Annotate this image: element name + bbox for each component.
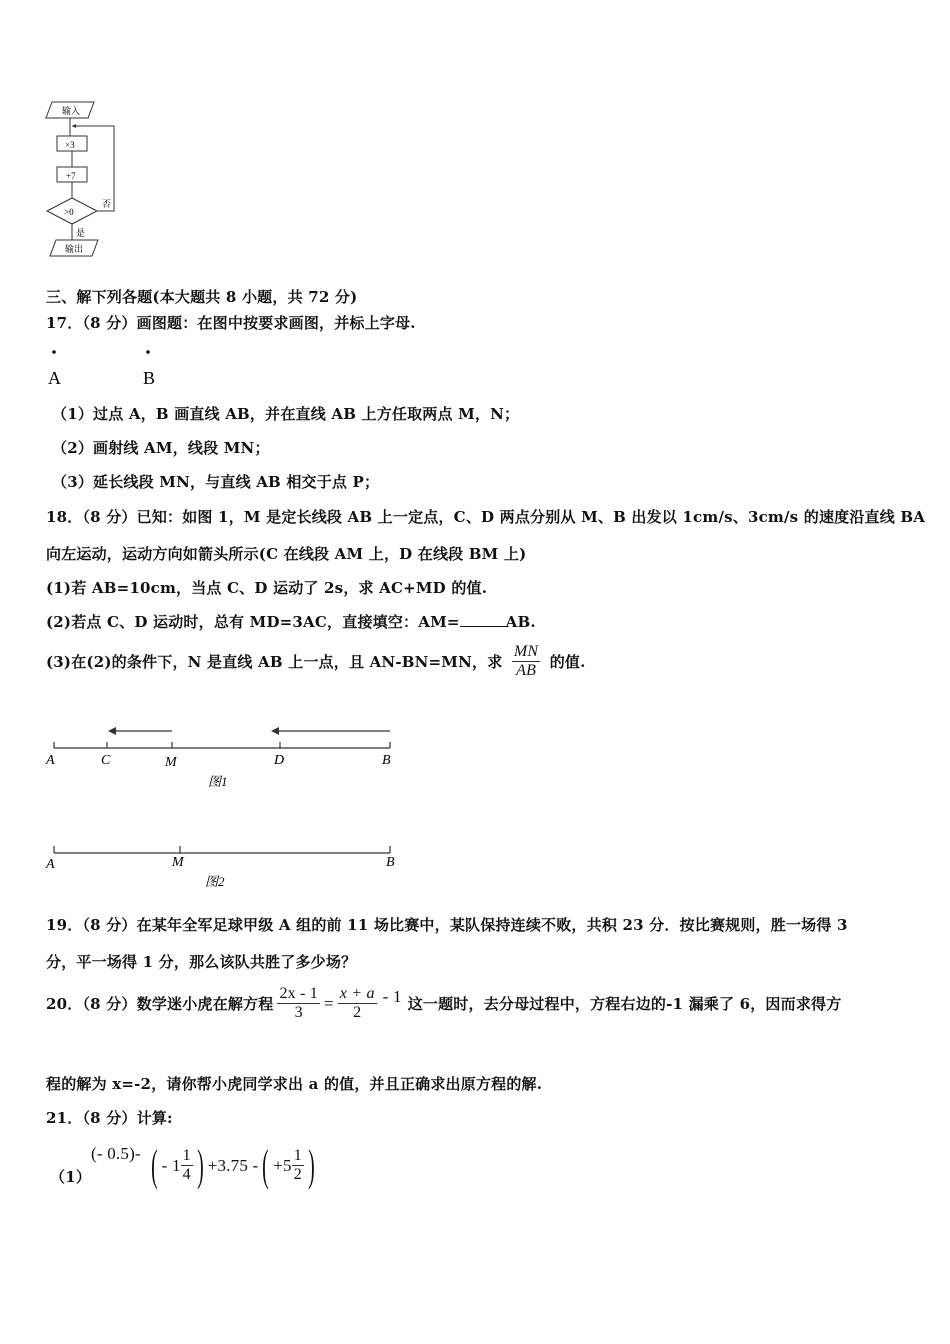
q20-text: 20．（8 分）数学迷小虎在解方程 xyxy=(46,995,274,1013)
fig2-caption: 图2 xyxy=(205,874,225,889)
expr-term-a: (- 0.5)- xyxy=(91,1143,141,1163)
paren-left-d: ( xyxy=(262,1141,270,1190)
flowchart-step1-label: ×3 xyxy=(65,140,75,150)
q21-stem: 21．（8 分）计算: xyxy=(46,1109,173,1127)
flowchart-no-label: 否 xyxy=(102,199,112,209)
q18-part3 xyxy=(46,643,586,680)
q17-sub3: （3）延长线段 MN，与直线 AB 相交于点 P； xyxy=(52,473,380,491)
expr-term-c: +3.75 - xyxy=(207,1155,259,1175)
fig1-label-a: A xyxy=(46,753,55,768)
q17-sub2: （2）画射线 AM，线段 MN； xyxy=(52,439,270,457)
q17-stem: 17．（8 分）画图题：在图中按要求画图，并标上字母. xyxy=(46,314,416,332)
q18-part2-tail: AB. xyxy=(505,613,536,631)
q19-line1: 19．（8 分）在某年全军足球甲级 A 组的前 11 场比赛中，某队保持连续不败，共积 23 分．按比赛规则，胜一场得 3 xyxy=(46,916,848,934)
q18-part3-text: (3)在(2)的条件下，N 是直线 AB 上一点，且 AN-BN=MN，求 xyxy=(46,653,503,671)
q18-part2 xyxy=(46,611,536,632)
equals-sign: = xyxy=(323,993,334,1013)
equation-left-fraction: $\frac{2x - 1}{3}$ xyxy=(279,985,318,1021)
paren-left-b: ( xyxy=(150,1141,158,1190)
fig2-label-b: B xyxy=(386,855,395,870)
flowchart-output-label: 输出 xyxy=(65,244,84,254)
q21-sub1-label: （1） xyxy=(50,1168,92,1186)
q21-sub1 xyxy=(50,1140,319,1191)
q20-text-after: 这一题时，去分母过程中，方程右边的-1 漏乘了 6，因而求得方 xyxy=(407,995,842,1013)
point-a-dot xyxy=(52,350,56,354)
paren-right-b: ) xyxy=(196,1141,204,1190)
q20-line2: 程的解为 x=-2，请你帮小虎同学求出 a 的值，并且正确求出原方程的解. xyxy=(46,1075,543,1093)
flowchart xyxy=(40,98,130,263)
section-title: 三、解下列各题(本大题共 8 小题，共 72 分) xyxy=(46,288,358,306)
figure-2 xyxy=(40,836,410,896)
figure-1 xyxy=(40,720,410,795)
expr-d-whole: +5 xyxy=(273,1155,292,1175)
flowchart-step2-label: +7 xyxy=(66,171,76,181)
q20-line1 xyxy=(46,985,841,1022)
flowchart-condition-label: >0 xyxy=(64,207,74,217)
expr-d-fraction: $\frac{1}{2}$ xyxy=(293,1147,302,1183)
q18-part1: (1)若 AB=10cm，当点 C、D 运动了 2s，求 AC+MD 的值. xyxy=(46,579,488,597)
fig2-label-m: M xyxy=(172,855,184,870)
fig1-label-d: D xyxy=(274,753,285,768)
mn-over-ab-fraction: $\frac{MN}{AB}$ xyxy=(513,643,539,679)
fig1-caption: 图1 xyxy=(208,774,228,789)
flowchart-yes-label: 是 xyxy=(76,228,86,238)
q18-part3-tail: 的值. xyxy=(549,653,586,671)
minus-one: - 1 xyxy=(382,986,402,1006)
point-b-label: B xyxy=(143,368,156,388)
answer-blank[interactable] xyxy=(460,612,506,627)
q18-part2-text: (2)若点 C、D 运动时，总有 MD=3AC，直接填空：AM= xyxy=(46,613,460,631)
point-a-label: A xyxy=(48,368,61,388)
expr-b-fraction: $\frac{1}{4}$ xyxy=(182,1147,191,1183)
q17-points-figure xyxy=(40,342,180,392)
paren-right-d: ) xyxy=(308,1141,315,1190)
q17-sub1: （1）过点 A，B 画直线 AB，并在直线 AB 上方任取两点 M，N； xyxy=(52,405,520,423)
fig1-label-m: M xyxy=(165,755,177,770)
fig1-label-b: B xyxy=(382,753,391,768)
point-b-dot xyxy=(146,350,150,354)
q19-line2: 分，平一场得 1 分，那么该队共胜了多少场？ xyxy=(46,953,357,971)
q18-line2: 向左运动，运动方向如箭头所示(C 在线段 AM 上，D 在线段 BM 上) xyxy=(46,545,527,563)
fig1-label-c: C xyxy=(101,753,111,768)
expr-b-whole: - 1 xyxy=(161,1155,181,1175)
q18-line1: 18．（8 分）已知：如图 1，M 是定长线段 AB 上一定点，C、D 两点分别从 M、B 出发以 1cm/s、3cm/s 的速度沿直线 BA xyxy=(46,508,926,526)
fig2-label-a: A xyxy=(46,857,55,872)
flowchart-input-label: 输入 xyxy=(62,106,81,116)
equation-right-fraction: $\frac{x + a}{2}$ xyxy=(339,985,375,1021)
